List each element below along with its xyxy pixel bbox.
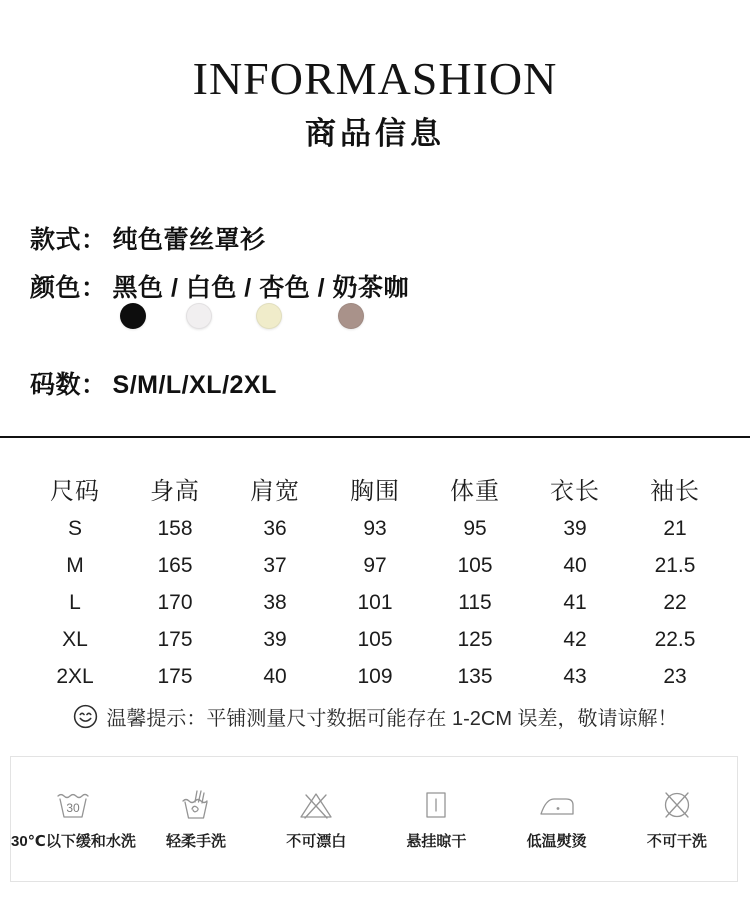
color-swatches [0, 303, 750, 329]
table-cell: 40 [563, 553, 587, 577]
table-cell: 101 [357, 590, 393, 614]
table-cell: 125 [457, 627, 493, 651]
color-swatch-black [120, 303, 146, 329]
no-dry-clean-icon [658, 789, 696, 821]
style-value: 纯色蕾丝罩衫 [112, 226, 266, 254]
size-table [25, 466, 725, 695]
column-header: 肩宽 [250, 477, 300, 505]
table-cell: 43 [563, 664, 587, 688]
color-label: 颜色： [30, 274, 107, 302]
table-cell: 165 [157, 553, 193, 577]
table-cell: 135 [457, 664, 493, 688]
table-cell: 38 [263, 590, 287, 614]
brand-title: INFORMASHION [192, 53, 558, 104]
table-cell: XL [62, 627, 88, 651]
svg-text:30: 30 [66, 801, 81, 815]
table-cell: 93 [363, 516, 387, 540]
table-cell: 2XL [56, 664, 94, 688]
table-cell: M [66, 553, 84, 577]
table-cell: 158 [157, 516, 193, 540]
care-instructions-box [10, 756, 738, 882]
table-cell: 105 [357, 627, 393, 651]
table-cell: 36 [263, 516, 287, 540]
table-cell: 175 [157, 664, 193, 688]
column-header: 尺码 [50, 477, 100, 505]
table-cell: 42 [563, 627, 587, 651]
table-row [25, 510, 725, 547]
care-label: 不可漂白 [286, 833, 347, 850]
iron-low-icon [538, 789, 576, 821]
no-bleach-icon [297, 789, 335, 821]
column-header: 衣长 [550, 477, 600, 505]
table-cell: 37 [263, 553, 287, 577]
table-row [25, 584, 725, 621]
hang-dry-icon [417, 789, 455, 821]
table-row [25, 658, 725, 695]
wash-30-icon [54, 789, 92, 821]
column-header: 胸围 [350, 477, 400, 505]
section-divider [0, 436, 750, 438]
care-label: 不可干洗 [646, 833, 707, 850]
table-row [25, 621, 725, 658]
size-table-head-row [25, 466, 725, 510]
size-label: 码数： [30, 371, 107, 399]
care-item-hang-dry [376, 789, 496, 851]
table-cell: 21.5 [654, 553, 696, 577]
style-label: 款式： [30, 226, 107, 254]
care-item-hand-wash [136, 789, 256, 851]
page-title: 商品信息 [305, 116, 445, 151]
table-cell: 39 [263, 627, 287, 651]
table-cell: 41 [563, 590, 587, 614]
column-header: 袖长 [650, 477, 700, 505]
table-cell: 21 [663, 516, 687, 540]
table-cell: 97 [363, 553, 387, 577]
table-cell: 109 [357, 664, 393, 688]
table-row [25, 547, 725, 584]
table-cell: 22 [663, 590, 687, 614]
table-cell: 39 [563, 516, 587, 540]
care-label: 30℃以下缓和水洗 [11, 833, 136, 850]
table-cell: 95 [463, 516, 487, 540]
table-cell: 115 [458, 590, 492, 614]
care-item-no-bleach [256, 789, 376, 851]
size-table-body [25, 510, 725, 695]
color-swatch-white [186, 303, 212, 329]
column-header: 身高 [150, 477, 200, 505]
smiley-icon [72, 703, 99, 730]
table-cell: 170 [157, 590, 193, 614]
style-row [30, 220, 266, 256]
table-cell: 105 [457, 553, 493, 577]
color-swatch-milktea [338, 303, 364, 329]
table-cell: L [69, 590, 81, 614]
column-header: 体重 [450, 477, 500, 505]
table-cell: S [67, 516, 82, 540]
care-label: 悬挂晾干 [406, 833, 467, 850]
care-item-wash-30 [11, 789, 136, 851]
size-value: S/M/L/XL/2XL [112, 371, 277, 399]
care-item-no-dry-clean [617, 789, 737, 851]
table-cell: 23 [663, 664, 687, 688]
care-label: 低温熨烫 [526, 833, 587, 850]
care-item-iron-low [497, 789, 617, 851]
size-row [30, 365, 277, 401]
warm-tip [0, 702, 750, 731]
warm-tip-text: 温馨提示：平铺测量尺寸数据可能存在 1-2CM 误差，敬请谅解！ [106, 708, 678, 730]
color-row [30, 268, 409, 304]
color-swatch-apricot [256, 303, 282, 329]
table-cell: 40 [263, 664, 287, 688]
hand-wash-icon [177, 789, 215, 821]
table-cell: 175 [157, 627, 193, 651]
table-cell: 22.5 [654, 627, 696, 651]
care-label: 轻柔手洗 [165, 833, 226, 850]
color-value: 黑色 / 白色 / 杏色 / 奶茶咖 [112, 274, 410, 302]
